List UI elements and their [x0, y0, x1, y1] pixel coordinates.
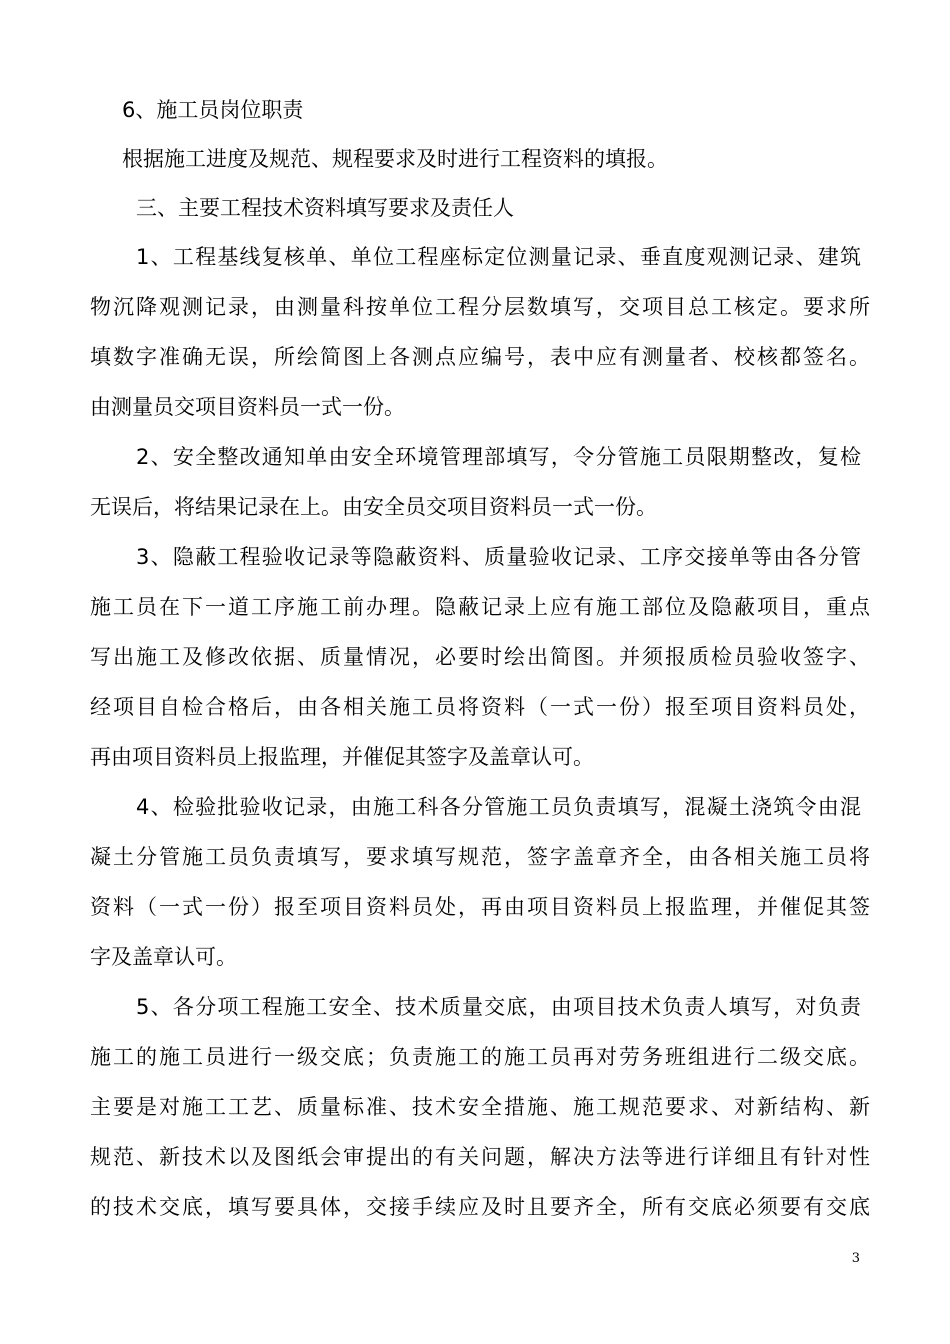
- paragraph-line: 写出施工及修改依据、质量情况，必要时绘出简图。并须报质检员验收签字、: [90, 645, 870, 669]
- paragraph-line: 无误后，将结果记录在上。由安全员交项目资料员一式一份。: [90, 495, 657, 519]
- paragraph-line: 主要是对施工工艺、质量标准、技术安全措施、施工规范要求、对新结构、新: [90, 1095, 870, 1119]
- paragraph-line: 资料（一式一份）报至项目资料员处，再由项目资料员上报监理，并催促其签: [90, 895, 870, 919]
- paragraph-line: 根据施工进度及规范、规程要求及时进行工程资料的填报。: [122, 147, 668, 171]
- paragraph-line: 物沉降观测记录，由测量科按单位工程分层数填写，交项目总工核定。要求所: [90, 295, 870, 319]
- paragraph-line: 1、工程基线复核单、单位工程座标定位测量记录、垂直度观测记录、建筑: [136, 245, 861, 269]
- paragraph-line: 的技术交底，填写要具体，交接手续应及时且要齐全，所有交底必须要有交底: [90, 1195, 870, 1219]
- paragraph-line: 施工的施工员进行一级交底；负责施工的施工员再对劳务班组进行二级交底。: [90, 1045, 870, 1069]
- paragraph-line: 2、安全整改通知单由安全环境管理部填写，令分管施工员限期整改，复检: [136, 445, 861, 469]
- paragraph-line: 4、检验批验收记录，由施工科各分管施工员负责填写，混凝土浇筑令由混: [136, 795, 861, 819]
- paragraph-line: 再由项目资料员上报监理，并催促其签字及盖章认可。: [90, 745, 594, 769]
- page-number: 3: [851, 1251, 860, 1266]
- paragraph-line: 填数字准确无误，所绘简图上各测点应编号，表中应有测量者、校核都签名。: [90, 345, 870, 369]
- paragraph-line: 由测量员交项目资料员一式一份。: [90, 395, 405, 419]
- section-heading-duties: 6、施工员岗位职责: [122, 98, 304, 122]
- chapter-heading: 三、主要工程技术资料填写要求及责任人: [136, 196, 514, 220]
- paragraph-line: 5、各分项工程施工安全、技术质量交底，由项目技术负责人填写，对负责: [136, 995, 861, 1019]
- paragraph-line: 经项目自检合格后，由各相关施工员将资料（一式一份）报至项目资料员处，: [90, 695, 870, 719]
- paragraph-line: 字及盖章认可。: [90, 945, 237, 969]
- paragraph-line: 规范、新技术以及图纸会审提出的有关问题，解决方法等进行详细且有针对性: [90, 1145, 870, 1169]
- paragraph-line: 凝土分管施工员负责填写，要求填写规范，签字盖章齐全，由各相关施工员将: [90, 845, 870, 869]
- paragraph-line: 3、隐蔽工程验收记录等隐蔽资料、质量验收记录、工序交接单等由各分管: [136, 545, 861, 569]
- paragraph-line: 施工员在下一道工序施工前办理。隐蔽记录上应有施工部位及隐蔽项目，重点: [90, 595, 870, 619]
